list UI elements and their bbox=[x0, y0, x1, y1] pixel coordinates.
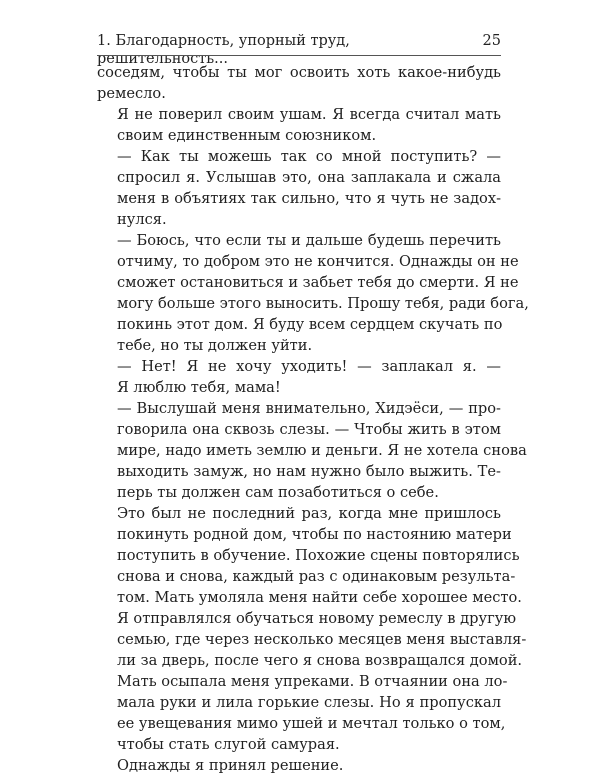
text-line: перь ты должен сам позаботиться о себе. bbox=[117, 484, 439, 501]
paragraph bbox=[97, 146, 501, 230]
text-line: — Выслушай меня внимательно, Хидэёси, — про- bbox=[117, 400, 501, 417]
paragraph bbox=[97, 104, 501, 146]
text-line: своим единственным союзником. bbox=[117, 127, 377, 144]
text-line: чтобы стать слугой самурая. bbox=[117, 736, 340, 753]
text-line: снова и снова, каждый раз с одинаковым результа- bbox=[117, 568, 516, 585]
paragraph bbox=[97, 62, 501, 104]
text-line: Я отправлялся обучаться новому ремеслу в другую bbox=[117, 610, 517, 627]
text-line: отчиму, то добром это не кончится. Однажды он не bbox=[117, 253, 519, 270]
text-line: покинуть родной дом, чтобы по настоянию матери bbox=[117, 526, 512, 543]
chapter-title: 1. Благодарность, упорный труд, решительность... bbox=[97, 33, 350, 67]
text-line: поступить в обучение. Похожие сцены повторялись bbox=[117, 547, 520, 564]
text-line: спросил я. Услышав это, она заплакала и сжала bbox=[117, 169, 501, 186]
text-line: мире, надо иметь землю и деньги. Я не хотела снова bbox=[117, 442, 527, 459]
page-number: 25 bbox=[482, 33, 501, 49]
text-line: — Как ты можешь так со мной поступить? — bbox=[117, 148, 501, 165]
text-line: — Боюсь, что если ты и дальше будешь перечить bbox=[117, 232, 501, 249]
text-line: ли за дверь, после чего я снова возвращался домой. bbox=[117, 652, 523, 669]
text-line: нулся. bbox=[117, 211, 167, 228]
text-line: говорила она сквозь слезы. — Чтобы жить в этом bbox=[117, 421, 501, 438]
paragraph bbox=[97, 503, 527, 755]
text-line: выходить замуж, но нам нужно было выжить. Те- bbox=[117, 463, 501, 480]
text-line: ее увещевания мимо ушей и мечтал только о том, bbox=[117, 715, 506, 732]
text-line: Я не поверил своим ушам. Я всегда считал мать bbox=[117, 106, 501, 123]
text-line: Я люблю тебя, мама! bbox=[117, 379, 281, 396]
text-line: покинь этот дом. Я буду всем сердцем скучать по bbox=[117, 316, 503, 333]
paragraph bbox=[97, 755, 501, 776]
text-line: семью, где через несколько месяцев меня выставля- bbox=[117, 631, 527, 648]
text-line: могу больше этого выносить. Прошу тебя, ради бога, bbox=[117, 295, 529, 312]
text-line: — Нет! Я не хочу уходить! — заплакал я. — bbox=[117, 358, 501, 375]
text-line: тебе, но ты должен уйти. bbox=[117, 337, 313, 354]
paragraph bbox=[97, 398, 527, 503]
text-line: соседям, чтобы ты мог освоить хоть какое-нибудь bbox=[97, 64, 501, 81]
text-line: Это был не последний раз, когда мне пришлось bbox=[117, 505, 501, 522]
body-text bbox=[97, 62, 529, 776]
text-line: Однажды я принял решение. bbox=[117, 757, 344, 774]
text-line: Мать осыпала меня упреками. В отчаянии она ло- bbox=[117, 673, 508, 690]
text-line: том. Мать умоляла меня найти себе хорошее место. bbox=[117, 589, 522, 606]
text-line: сможет остановиться и забьет тебя до смерти. Я не bbox=[117, 274, 519, 291]
text-line: ремесло. bbox=[97, 85, 166, 102]
text-line: меня в объятиях так сильно, что я чуть не задох- bbox=[117, 190, 501, 207]
paragraph bbox=[97, 356, 501, 398]
paragraph bbox=[97, 230, 529, 356]
header-rule bbox=[97, 55, 501, 56]
text-line: мала руки и лила горькие слезы. Но я пропускал bbox=[117, 694, 501, 711]
